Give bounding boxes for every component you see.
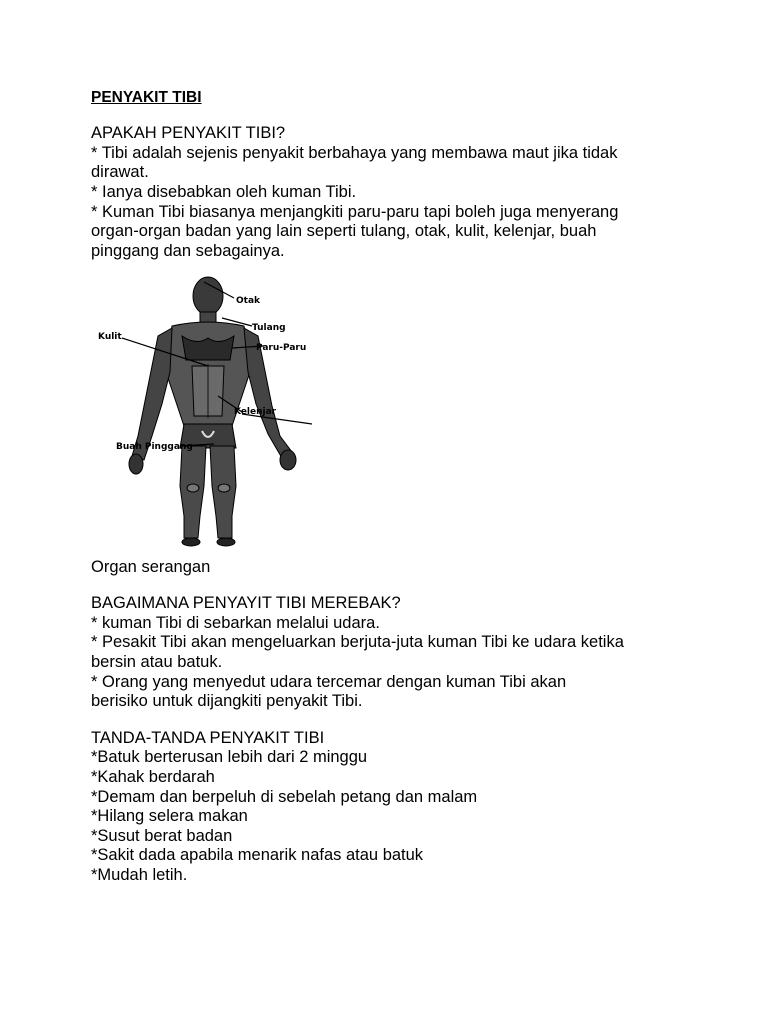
document-title: PENYAKIT TIBI [91, 89, 202, 106]
figure-caption: Organ serangan [91, 558, 211, 576]
section2-line: * kuman Tibi di sebarkan melalui udara. [91, 614, 380, 632]
section2-line: berisiko untuk dijangkiti penyakit Tibi. [91, 692, 363, 710]
section1-line: organ-organ badan yang lain seperti tulang, otak, kulit, kelenjar, buah [91, 222, 597, 240]
symptom-item: *Hilang selera makan [91, 807, 248, 825]
section3-heading: TANDA-TANDA PENYAKIT TIBI [91, 729, 325, 747]
label-kelenjar: Kelenjar [234, 407, 277, 417]
section2-line: * Pesakit Tibi akan mengeluarkan berjuta-juta kuman Tibi ke udara ketika [91, 633, 624, 651]
section1-line: dirawat. [91, 163, 149, 181]
label-paru: Paru-Paru [256, 343, 307, 353]
symptom-item: *Sakit dada apabila menarik nafas atau batuk [91, 846, 424, 864]
label-kulit: Kulit [98, 332, 122, 342]
section2-line: * Orang yang menyedut udara tercemar dengan kuman Tibi akan [91, 673, 567, 691]
symptom-item: *Batuk berterusan lebih dari 2 minggu [91, 748, 368, 766]
label-buah-pinggang: Buah Pinggang [116, 442, 193, 452]
symptom-item: *Kahak berdarah [91, 768, 215, 786]
section1-line: * Kuman Tibi biasanya menjangkiti paru-paru tapi boleh juga menyerang [91, 203, 619, 221]
symptom-item: *Mudah letih. [91, 866, 188, 884]
section1-heading: APAKAH PENYAKIT TIBI? [91, 124, 286, 142]
section2-line: bersin atau batuk. [91, 653, 223, 671]
label-tulang: Tulang [252, 323, 286, 333]
label-otak: Otak [236, 296, 261, 306]
section1-line: * Ianya disebabkan oleh kuman Tibi. [91, 183, 357, 201]
human-anatomy-figure [92, 276, 324, 548]
section2-heading: BAGAIMANA PENYAYIT TIBI MEREBAK? [91, 594, 401, 612]
symptom-item: *Demam dan berpeluh di sebelah petang dan malam [91, 788, 478, 806]
section1-line: pinggang dan sebagainya. [91, 242, 285, 260]
symptom-item: *Susut berat badan [91, 827, 233, 845]
section1-line: * Tibi adalah sejenis penyakit berbahaya yang membawa maut jika tidak [91, 144, 618, 162]
